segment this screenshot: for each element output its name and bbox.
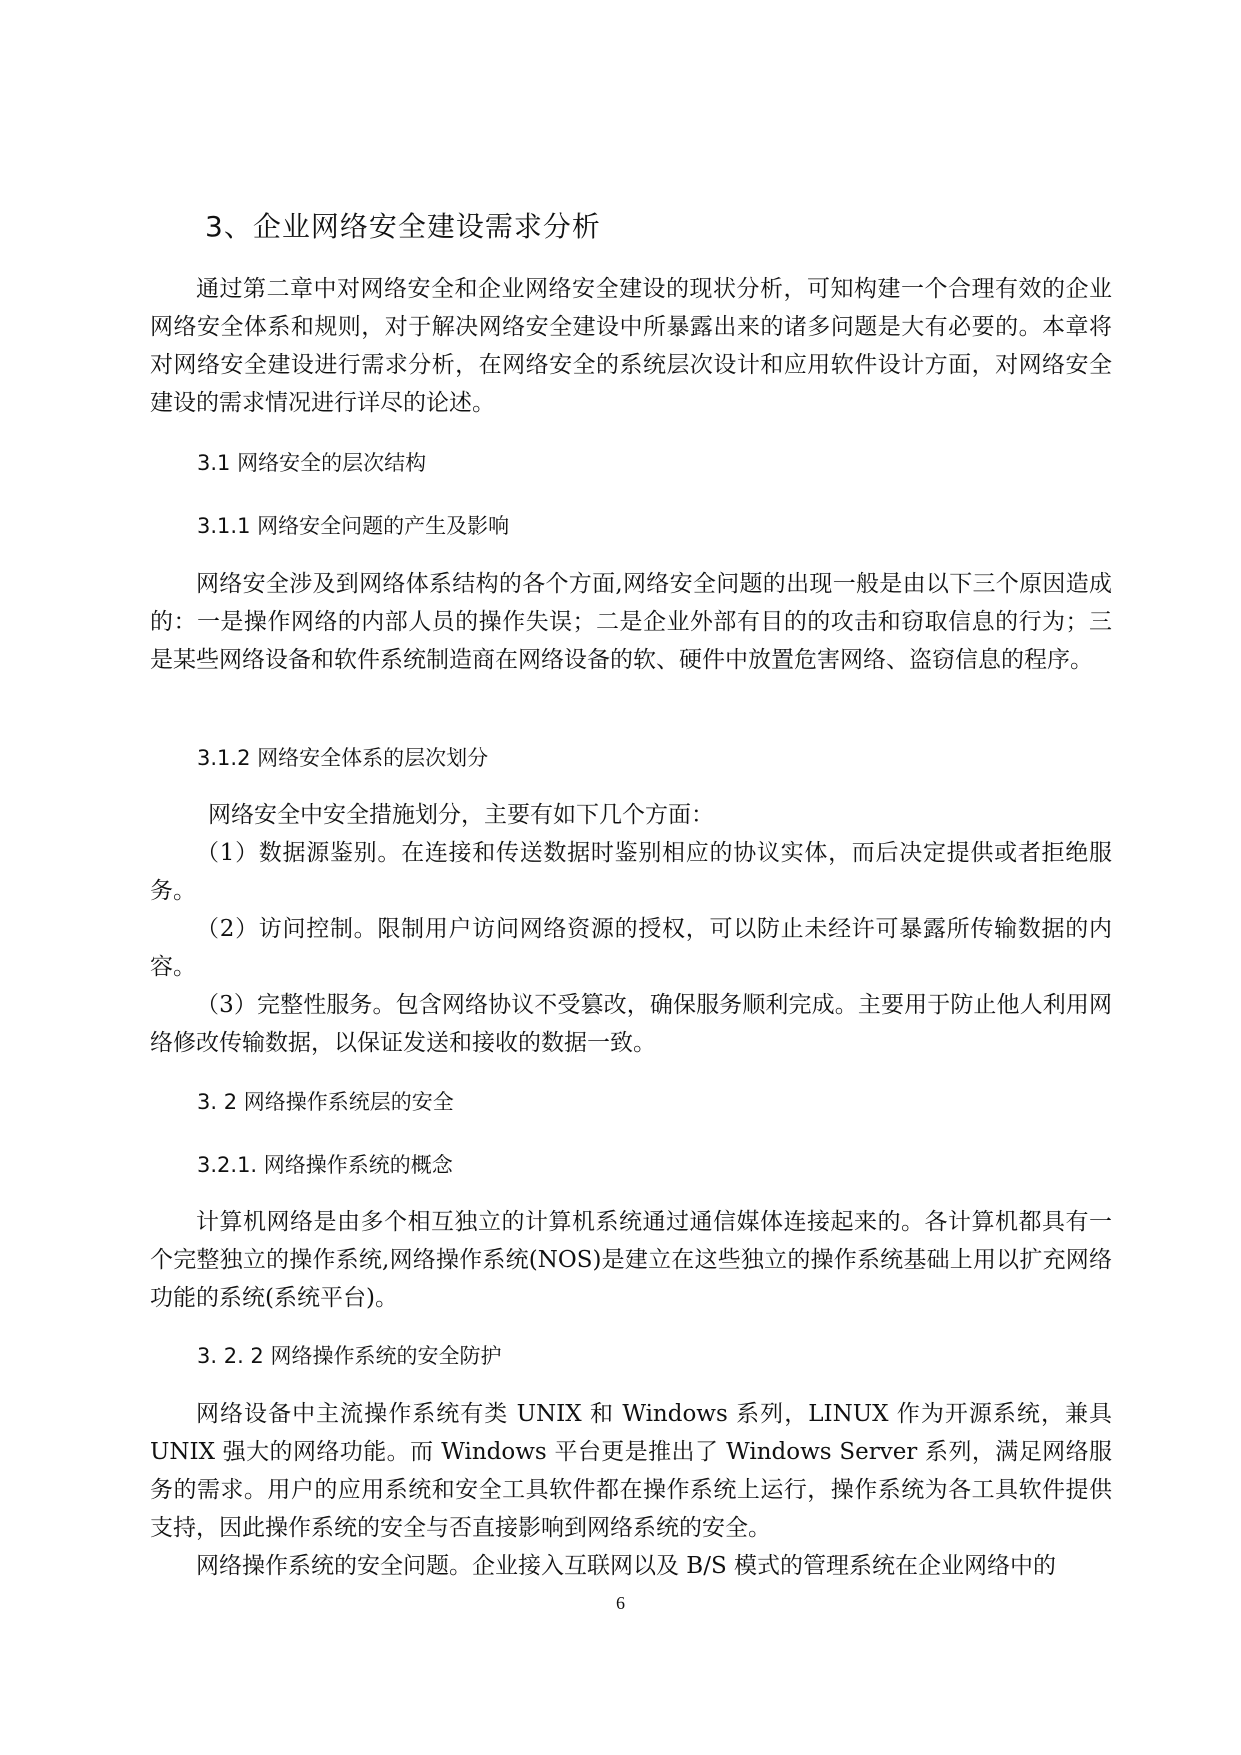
page-number: 6 — [616, 1593, 625, 1613]
paragraph-3-2-2-b: 网络操作系统的安全问题。企业接入互联网以及 B/S 模式的管理系统在企业网络中的 — [196, 1553, 1057, 1579]
list-item-2: （2）访问控制。限制用户访问网络资源的授权，可以防止未经许可暴露所传输数据的内容。 — [150, 916, 1112, 980]
paragraph-3-1-1: 网络安全涉及到网络体系结构的各个方面,网络安全问题的出现一般是由以下三个原因造成的：一是操作网络的内部人员的操作失误；二是企业外部有目的的攻击和窃取信息的行为；三是某些网络设备和软件系统制造商在网络设备的软、硬件中放置危害网络、盗窃信息的程序。 — [150, 571, 1112, 673]
section-heading-3-1-2: 3.1.2 网络安全体系的层次划分 — [197, 746, 489, 770]
section-heading-3-1-1: 3.1.1 网络安全问题的产生及影响 — [197, 514, 510, 538]
section-heading-3-2-1: 3.2.1. 网络操作系统的概念 — [197, 1153, 453, 1177]
section-heading-3-1: 3.1 网络安全的层次结构 — [197, 451, 427, 475]
section-heading-3-2-2: 3. 2. 2 网络操作系统的安全防护 — [197, 1344, 502, 1368]
chapter-title: 3、企业网络安全建设需求分析 — [205, 210, 601, 243]
paragraph-3-2-1: 计算机网络是由多个相互独立的计算机系统通过通信媒体连接起来的。各计算机都具有一个完整独立的操作系统,网络操作系统(NOS)是建立在这些独立的操作系统基础上用以扩充网络功能的系统(系统平台)。 — [150, 1209, 1112, 1311]
list-lead-paragraph: 网络安全中安全措施划分，主要有如下几个方面： — [208, 802, 714, 828]
paragraph-3-2-2-a: 网络设备中主流操作系统有类 UNIX 和 Windows 系列，LINUX 作为开源系统，兼具 UNIX 强大的网络功能。而 Windows 平台更是推出了 Windows Server 系列，满足网络服务的需求。用户的应用系统和安全工具软件都在操作系统上运行，操作系统为各工具软件提供支持，因此操作系统的安全与否直接影响到网络系统的安全。 — [150, 1401, 1112, 1541]
intro-paragraph: 通过第二章中对网络安全和企业网络安全建设的现状分析，可知构建一个合理有效的企业网络安全体系和规则，对于解决网络安全建设中所暴露出来的诸多问题是大有必要的。本章将对网络安全建设进行需求分析，在网络安全的系统层次设计和应用软件设计方面，对网络安全建设的需求情况进行详尽的论述。 — [150, 276, 1112, 416]
list-item-3: （3）完整性服务。包含网络协议不受篡改，确保服务顺利完成。主要用于防止他人利用网络修改传输数据，以保证发送和接收的数据一致。 — [150, 992, 1112, 1056]
list-item-1: （1）数据源鉴别。在连接和传送数据时鉴别相应的协议实体，而后决定提供或者拒绝服务。 — [150, 840, 1112, 904]
section-heading-3-2: 3. 2 网络操作系统层的安全 — [197, 1090, 454, 1114]
